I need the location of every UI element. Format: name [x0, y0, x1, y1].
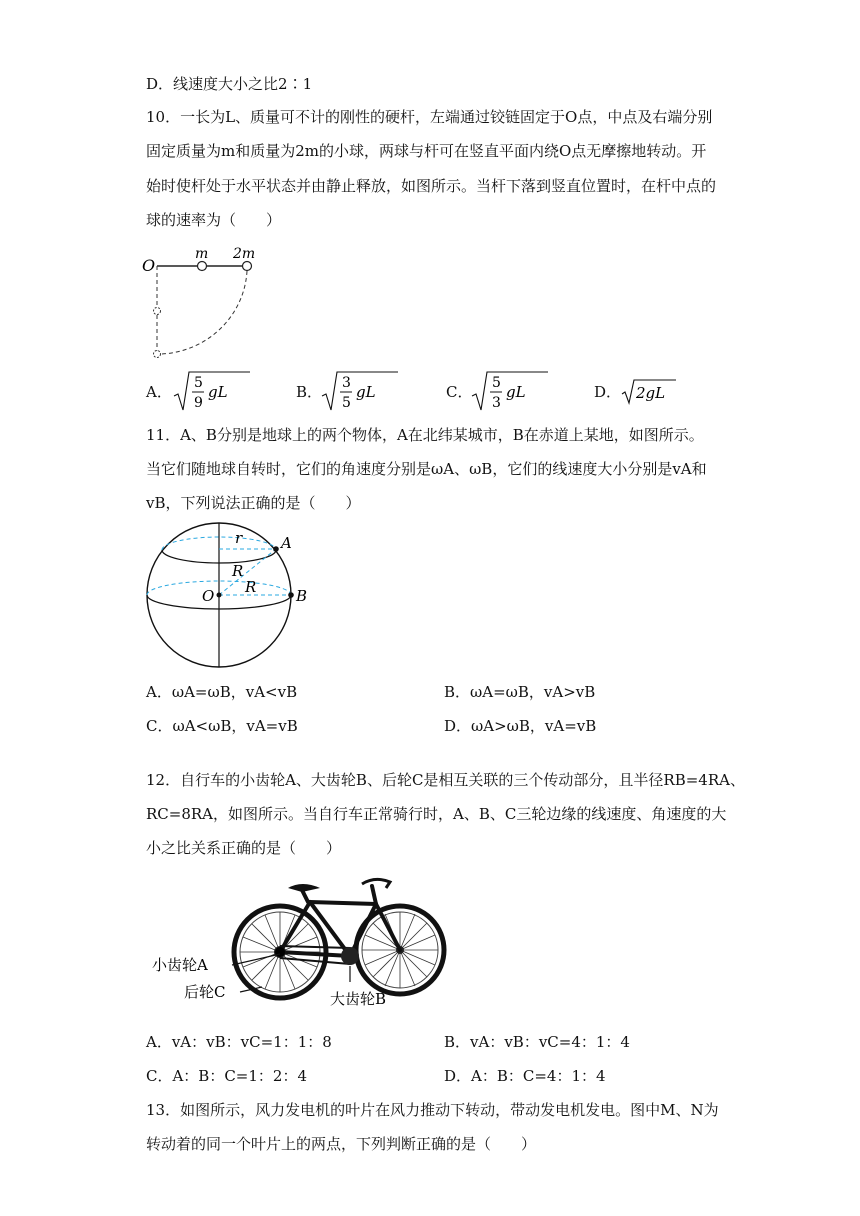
point-a — [273, 546, 279, 552]
bike-frame — [280, 886, 400, 956]
fraction-numerator: 5 — [194, 375, 203, 391]
q11-option-c[interactable]: C．ωA<ωB，vA=vB — [146, 717, 298, 735]
q11-line-2: 当它们随地球自转时，它们的角速度分别是ωA、ωB，它们的线速度大小分别是vA和 — [146, 460, 707, 478]
q12-option-b[interactable]: B．vA：vB：vC=4：1：4 — [444, 1033, 630, 1051]
radicand-tail: gL — [506, 383, 526, 401]
q10-label-o: O — [142, 256, 156, 275]
q11-globe-figure — [140, 520, 320, 670]
radicand-tail: gL — [208, 383, 228, 401]
q12-line-1: 12．自行车的小齿轮A、大齿轮B、后轮C是相互关联的三个传动部分，且半径RB=4RA、 — [146, 771, 745, 789]
q11-option-a[interactable]: A．ωA=ωB，vA<vB — [146, 683, 298, 701]
q10-ball-2m-final — [154, 351, 161, 358]
label-r-upper: R — [232, 562, 244, 580]
fraction-numerator: 5 — [492, 375, 501, 391]
label-r-lower: R — [245, 578, 257, 596]
label-o: O — [202, 587, 215, 605]
q10-line-1: 10．一长为L、质量可不计的刚性的硬杆，左端通过铰链固定于O点，中点及右端分别 — [146, 108, 713, 126]
option-key: C． — [446, 383, 473, 401]
label-small-gear-a: 小齿轮A — [152, 956, 208, 974]
q10-line-4: 球的速率为（ ） — [146, 211, 282, 229]
bike-saddle — [288, 884, 320, 892]
q12-line-3: 小之比关系正确的是（ ） — [146, 839, 342, 857]
q13-line-1: 13．如图所示，风力发电机的叶片在风力推动下转动，带动发电机发电。图中M、N为 — [146, 1101, 719, 1119]
q12-option-c[interactable]: C．A：B：C=1：2：4 — [146, 1067, 308, 1085]
q10-option-b[interactable] — [296, 382, 322, 402]
fraction-denominator: 9 — [194, 395, 203, 411]
point-b — [288, 592, 294, 598]
option-key: A． — [146, 383, 172, 401]
q10-option-d[interactable] — [594, 382, 621, 402]
q10-option-b-radical — [320, 370, 400, 414]
bike-handlebar — [362, 879, 390, 888]
radicand-tail: gL — [356, 383, 376, 401]
q12-option-a[interactable]: A．vA：vB：vC=1：1：8 — [146, 1033, 332, 1051]
q10-option-c[interactable] — [446, 382, 472, 402]
label-r: r — [235, 529, 243, 547]
q10-line-3: 始时使杆处于水平状态并由静止释放，如图所示。当杆下落到竖直位置时，在杆中点的 — [146, 177, 717, 195]
q10-line-2: 固定质量为m和质量为2m的小球，两球与杆可在竖直平面内绕O点无摩擦地转动。开 — [146, 142, 707, 160]
q11-option-d[interactable]: D．ωA>ωB，vA=vB — [444, 717, 597, 735]
q10-option-c-radical — [470, 370, 550, 414]
q10-arc-dashed — [161, 271, 247, 354]
q12-line-2: RC=8RA，如图所示。当自行车正常骑行时，A、B、C三轮边缘的线速度、角速度的大 — [146, 805, 727, 823]
q10-ball-m-final — [154, 308, 161, 315]
option-key: D． — [594, 383, 622, 401]
fraction-denominator: 3 — [492, 395, 501, 411]
label-rear-wheel-c: 后轮C — [184, 983, 226, 1001]
q10-option-d-radical — [620, 378, 680, 408]
q11-option-b[interactable]: B．ωA=ωB，vA>vB — [444, 683, 596, 701]
fraction-denominator: 5 — [342, 395, 351, 411]
q10-option-a[interactable] — [146, 382, 172, 402]
q11-line-1: 11．A、B分别是地球上的两个物体，A在北纬某城市，B在赤道上某地，如图所示。 — [146, 426, 704, 444]
label-a: A — [281, 534, 292, 552]
q10-ball-2m — [243, 262, 252, 271]
q11-line-3: vB，下列说法正确的是（ ） — [146, 494, 361, 512]
point-o — [217, 593, 222, 598]
fraction-numerator: 3 — [342, 375, 351, 391]
option-key: B． — [296, 383, 323, 401]
small-gear — [275, 947, 285, 957]
radicand: 2gL — [636, 384, 666, 402]
q12-option-d[interactable]: D．A：B：C=4：1：4 — [444, 1067, 606, 1085]
q10-option-a-radical — [172, 370, 252, 414]
q10-label-2m: 2m — [233, 246, 256, 262]
q10-ball-m — [198, 262, 207, 271]
q10-rod-figure — [140, 238, 270, 368]
label-b: B — [296, 587, 308, 605]
q12-bicycle-figure — [150, 872, 450, 1022]
q13-line-2: 转动着的同一个叶片上的两点，下列判断正确的是（ ） — [146, 1135, 537, 1153]
label-big-gear-b: 大齿轮B — [330, 990, 387, 1008]
q9-option-d: D．线速度大小之比2∶1 — [146, 75, 313, 93]
q10-label-m: m — [195, 246, 209, 262]
big-gear — [341, 947, 359, 965]
